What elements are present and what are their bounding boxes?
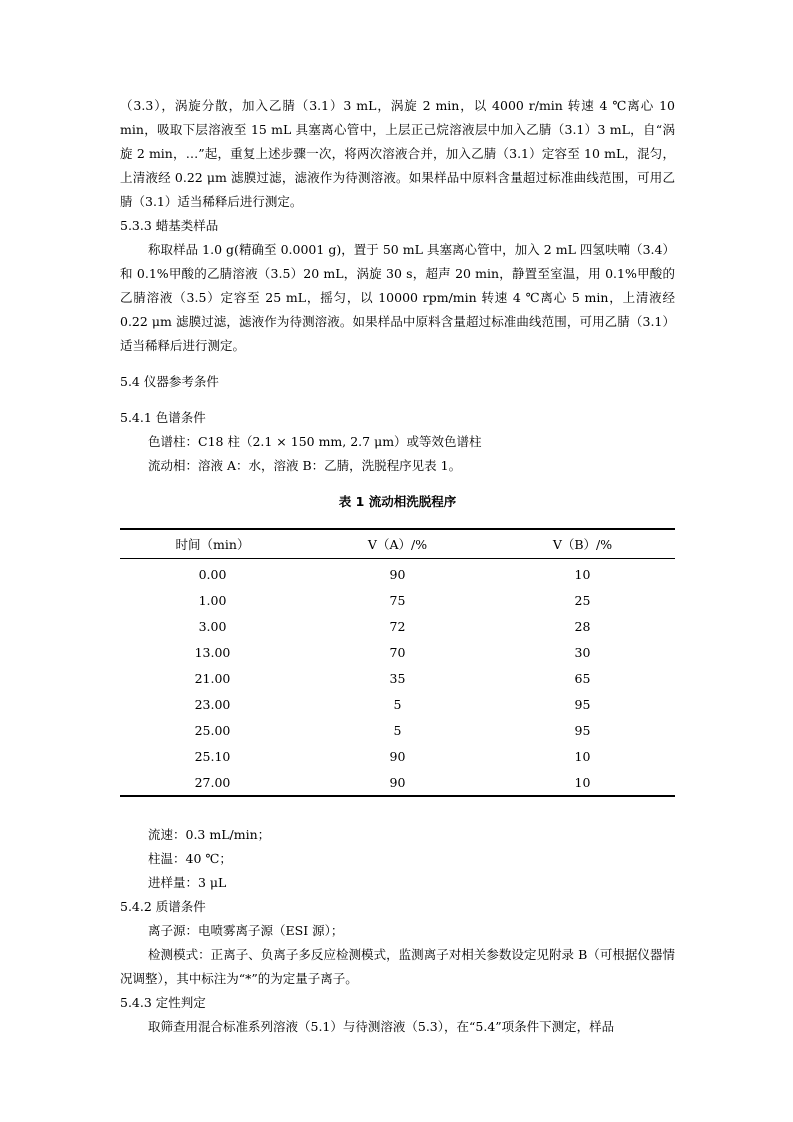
table-row bbox=[120, 743, 675, 769]
section-heading-5-4: 5.4 仪器参考条件 bbox=[120, 374, 219, 389]
table-caption: 表 1 流动相洗脱程序 bbox=[338, 494, 457, 509]
elution-table bbox=[120, 528, 675, 797]
table-row bbox=[120, 769, 675, 796]
section-heading-5-3-3: 5.3.3 蜡基类样品 bbox=[120, 218, 219, 233]
table-header-row bbox=[120, 529, 675, 559]
cell-vb: 30 bbox=[574, 644, 591, 660]
cell-va: 90 bbox=[389, 566, 406, 582]
table-row bbox=[120, 665, 675, 691]
header-va: V（A）/% bbox=[367, 537, 428, 552]
header-time: 时间（min） bbox=[175, 537, 250, 552]
cell-time: 13.00 bbox=[194, 644, 231, 660]
cell-va: 90 bbox=[389, 774, 406, 790]
cell-vb: 95 bbox=[574, 696, 591, 712]
qualitative-paragraph: 取筛查用混合标准系列溶液（5.1）与待测溶液（5.3），在“5.4”项条件下测定，样品 bbox=[148, 1019, 615, 1034]
table-row bbox=[120, 639, 675, 665]
table-row bbox=[120, 559, 675, 588]
intro-paragraph: （3.3），涡旋分散，加入乙腈（3.1）3 mL，涡旋 2 min，以 4000 r/min 转速 4 ℃离心 10 min，吸取下层溶液至 15 mL 具塞离心管中，上层正己烷溶液层中加入乙腈（3.1）3 mL，自“涡旋 2 min，…”起，重复上述步骤一次，将两次溶液合并，加入乙腈（3.1）定容至 10 mL，混匀，上清液经 0.22 μm 滤膜过滤，滤液作为待测溶液。如果样品中原料含量超过标准曲线范围，可用乙腈（3.1）适当稀释后进行测定。 bbox=[120, 98, 675, 209]
injection-volume: 进样量：3 μL bbox=[148, 875, 227, 890]
cell-time: 3.00 bbox=[198, 618, 227, 634]
ion-source: 离子源：电喷雾离子源（ESI 源）； bbox=[148, 923, 344, 938]
section-heading-5-4-1: 5.4.1 色谱条件 bbox=[120, 410, 206, 425]
cell-vb: 25 bbox=[574, 592, 591, 608]
flow-rate: 流速：0.3 mL/min； bbox=[148, 827, 271, 842]
header-vb: V（B）/% bbox=[552, 537, 613, 552]
cell-va: 75 bbox=[389, 592, 406, 608]
cell-va: 5 bbox=[393, 696, 402, 712]
cell-va: 90 bbox=[389, 748, 406, 764]
cell-vb: 10 bbox=[574, 566, 591, 582]
cell-time: 25.00 bbox=[194, 722, 231, 738]
cell-va: 70 bbox=[389, 644, 406, 660]
section-heading-5-4-3: 5.4.3 定性判定 bbox=[120, 995, 206, 1010]
document-page bbox=[120, 94, 675, 1039]
table-row bbox=[120, 613, 675, 639]
cell-vb: 28 bbox=[574, 618, 591, 634]
table-row bbox=[120, 691, 675, 717]
cell-time: 1.00 bbox=[198, 592, 227, 608]
cell-vb: 10 bbox=[574, 748, 591, 764]
detection-mode: 检测模式：正离子、负离子多反应检测模式，监测离子对相关参数设定见附录 B（可根据仪器情况调整），其中标注为“*”的为定量子离子。 bbox=[120, 947, 675, 986]
section-heading-5-4-2: 5.4.2 质谱条件 bbox=[120, 899, 206, 914]
cell-time: 23.00 bbox=[194, 696, 231, 712]
table-row bbox=[120, 587, 675, 613]
cell-va: 5 bbox=[393, 722, 402, 738]
column-spec: 色谱柱：C18 柱（2.1 × 150 mm, 2.7 μm）或等效色谱柱 bbox=[148, 434, 482, 449]
cell-vb: 10 bbox=[574, 774, 591, 790]
cell-time: 25.10 bbox=[194, 748, 231, 764]
wax-sample-paragraph: 称取样品 1.0 g(精确至 0.0001 g)，置于 50 mL 具塞离心管中，加入 2 mL 四氢呋喃（3.4）和 0.1%甲酸的乙腈溶液（3.5）20 mL，涡旋 30 s，超声 20 min，静置至室温，用 0.1%甲酸的乙腈溶液（3.5）定容至 25 mL，摇匀，以 10000 rpm/min 转速 4 ℃离心 5 min，上清液经 0.22 μm 滤膜过滤，滤液作为待测溶液。如果样品中原料含量超过标准曲线范围，可用乙腈（3.1）适当稀释后进行测定。 bbox=[120, 242, 675, 353]
cell-va: 35 bbox=[389, 670, 406, 686]
cell-time: 21.00 bbox=[194, 670, 231, 686]
cell-vb: 65 bbox=[574, 670, 591, 686]
column-temperature: 柱温：40 ℃； bbox=[148, 851, 232, 866]
cell-va: 72 bbox=[389, 618, 406, 634]
cell-time: 0.00 bbox=[198, 566, 227, 582]
cell-vb: 95 bbox=[574, 722, 591, 738]
cell-time: 27.00 bbox=[194, 774, 231, 790]
mobile-phase-spec: 流动相：溶液 A：水，溶液 B：乙腈，洗脱程序见表 1。 bbox=[148, 458, 462, 473]
table-row bbox=[120, 717, 675, 743]
